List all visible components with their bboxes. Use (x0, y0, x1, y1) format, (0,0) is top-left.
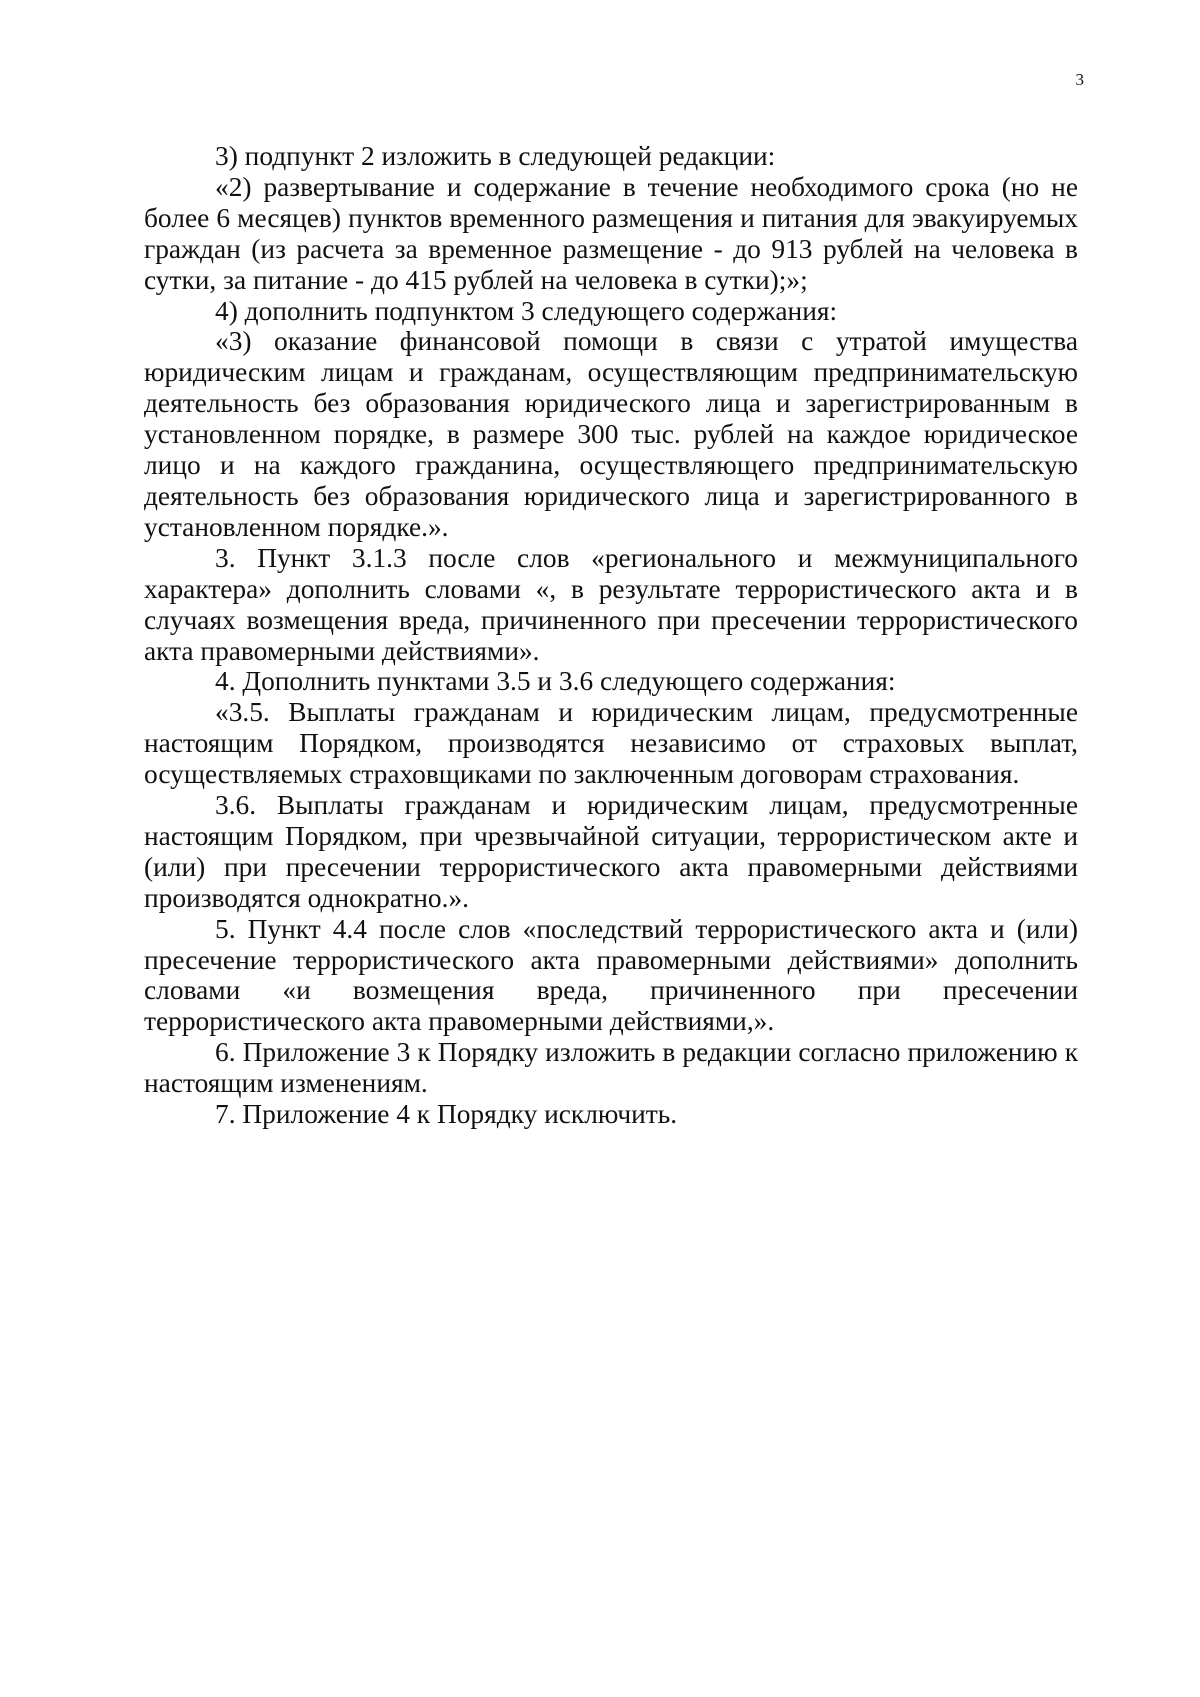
paragraph-item-4: 4. Дополнить пунктами 3.5 и 3.6 следующего содержания: (215, 666, 896, 697)
page-number: 3 (1075, 70, 1084, 89)
paragraph-item-3: 3. Пункт 3.1.3 после слов «регионального и межмуниципального характера» дополнить словами «, в результате террористического акта и в случаях возмещения вреда, причиненного при пресечении террористического акта правомерными действиями». (144, 542, 1078, 666)
paragraph-item-7: 7. Приложение 4 к Порядку исключить. (215, 1099, 678, 1130)
paragraph-quoted-subpoint-3: «3) оказание финансовой помощи в связи с утратой имущества юридическим лицам и гражданам, осуществляющим предпринимательскую деятельность без образования юридического лица и зарегистрированным в установленном порядке, в размере 300 тыс. рублей на каждое юридическое лицо и на каждого гражданина, осуществляющего предпринимательскую деятельность без образования юридического лица и зарегистрированного в установленном порядке.». (144, 326, 1078, 542)
paragraph-subpoint-3: 3) подпункт 2 изложить в следующей редакции: (215, 141, 776, 171)
paragraph-quoted-3-5: «3.5. Выплаты гражданам и юридическим лицам, предусмотренные настоящим Порядком, производятся независимо от страховых выплат, осуществляемых страховщиками по заключенным договорам страхования. (144, 697, 1078, 790)
paragraph-item-6: 6. Приложение 3 к Порядку изложить в редакции согласно приложению к настоящим изменениям. (144, 1037, 1078, 1099)
paragraph-item-5: 5. Пункт 4.4 после слов «последствий террористического акта и (или) пресечение террористического акта правомерными действиями» дополнить словами «и возмещения вреда, причиненного при пресечении террористического акта правомерными действиями,». (144, 913, 1078, 1037)
document-body (144, 141, 1078, 1130)
paragraph-subpoint-4: 4) дополнить подпунктом 3 следующего содержания: (215, 295, 838, 326)
paragraph-quoted-subpoint-2: «2) развертывание и содержание в течение необходимого срока (но не более 6 месяцев) пунктов временного размещения и питания для эвакуируемых граждан (из расчета за временное размещение - до 913 рублей на человека в сутки, за питание - до 415 рублей на человека в сутки);»; (144, 171, 1078, 295)
paragraph-quoted-3-6: 3.6. Выплаты гражданам и юридическим лицам, предусмотренные настоящим Порядком, при чрезвычайной ситуации, террористическом акте и (или) при пресечении террористического акта правомерными действиями производятся однократно.». (144, 790, 1078, 913)
